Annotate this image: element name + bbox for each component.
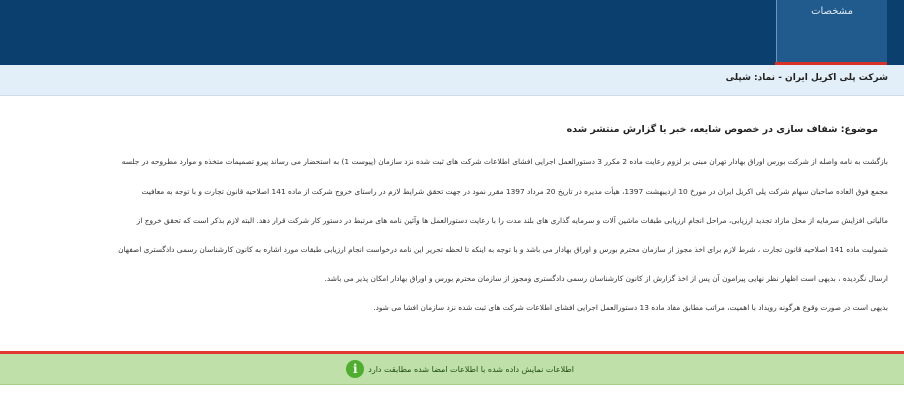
announcement-line: بازگشت به نامه واصله از شرکت بورس اوراق بهادار تهران مبنی بر لزوم رعایت ماده 2 مکرر 3 دستورالعمل اجرایی افشای اطلاعات شرکت های ثبت شده نزد سازمان (پیوست 1) به استحضار می رساند پیرو تصمیمات متخذه و موارد مطروحه در جلسه [121,157,888,166]
company-title: شرکت پلی اکریل ایران - نماد: شپلی [725,73,888,83]
tab-details[interactable] [776,0,887,62]
announcement-line: مالیاتی افزایش سرمایه از محل مازاد تجدید ارزیابی، مراحل انجام ارزیابی طبقات ماشین آلات و سرمایه گذاری های بلند مدت را با رعایت دستورالعمل ها وآئین نامه های مرتبط در دستور کار شرکت قرار دهد. البته لازم بذکر است که تحقق خروج از [136,216,888,225]
top-header [0,0,904,62]
announcement-line: مجمع فوق العاده صاحبان سهام شرکت پلی اکریل ایران در مورخ 10 اردیبهشت 1397، هیأت مدیره در تاریخ 20 مرداد 1397 مقرر نمود در جهت تحقق شرایط لازم در راستای خروج شرکت از ماده 141 اصلاحیه قانون تجارت و با توجه به معافیت [141,187,888,196]
info-icon: i [346,360,364,378]
signature-notice [0,354,904,385]
company-strip [0,65,904,96]
announcement-line: شمولیت ماده 141 اصلاحیه قانون تجارت ، شرط لازم برای اخذ مجوز از سازمان محترم بورس و اوراق بهادار می باشد و با توجه به اینکه تا لحظه تحریر این نامه درخواست انجام ارزیابی طبقات مورد اشاره به کانون کارشناسان رسمی دادگستری اصفهان [118,245,888,254]
notice-content [346,360,574,378]
announcement-line: بدیهی است در صورت وقوع هرگونه رویداد با اهمیت، مراتب مطابق مفاد ماده 13 دستورالعمل اجرایی افشای اطلاعات شرکت های ثبت شده نزد سازمان افشا می شود. [373,303,888,312]
tab-details-label: مشخصات [811,6,853,17]
announcement-subject: موضوع: شفاف سازی در خصوص شایعه، خبر یا گزارش منتشر شده [566,124,878,135]
notice-text: اطلاعات نمایش داده شده با اطلاعات امضا شده مطابقت دارد [368,364,574,374]
announcement-line: ارسال نگردیده ، بدیهی است اظهار نظر نهایی پیرامون آن پس از اخذ گزارش از کانون کارشناسان رسمی دادگستری ومجوز از سازمان محترم بورس و اوراق بهادار امکان پذیر می باشد. [324,274,888,283]
